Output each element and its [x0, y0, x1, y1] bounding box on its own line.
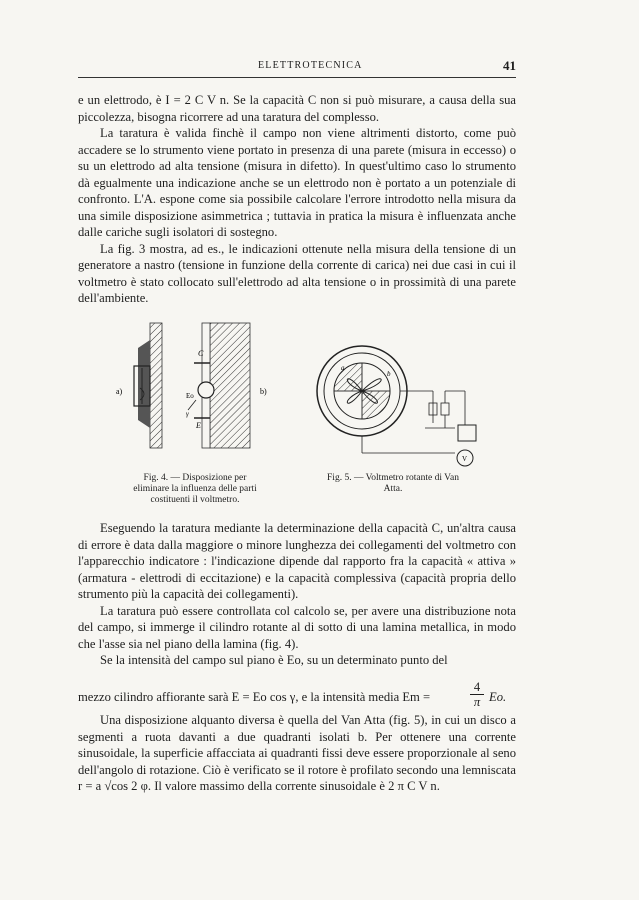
fraction: [470, 680, 484, 709]
fig5-label-v: V: [462, 455, 468, 463]
page-header: [78, 58, 516, 76]
figures-area: [110, 318, 500, 518]
paragraph: Una disposizione alquanto diversa è quella del Van Atta (fig. 5), in cui un disco a segmenti a ruota davanti a due quadranti isolati b. Per ottenere una corrente sinusoidale, la superficie affacciata ai quadranti fissi deve essere proporzionale al seno dell'angolo di rotazione. Ciò è verificato se il rotore è profilato secondo una lemniscata r = a √cos 2 φ. Il valore massimo della corrente sinusoidale è 2 π C V n.: [78, 713, 517, 793]
paragraph: La taratura è valida finchè il campo non viene altrimenti distorto, come può accadere se lo strumento viene portato in presenza di una parete (misura in eccesso) o su un elettrodo ad alta tensione (misura in difetto). In quest'ultimo caso lo strumento dà egualmente una indicazione anche se un elettrodo non è portato a un potenziale di confronto. L'A. espone come sia possibile calcolare l'errore introdotto nella misura da una simile disposizione asimmetrica ; tuttavia in pratica la misura è influenzata anche dalle cariche sugli isolatori di sostegno.: [78, 126, 516, 239]
equation-line: [78, 680, 516, 710]
fraction-denominator: π: [473, 695, 481, 709]
running-head: ELETTROTECNICA: [258, 60, 363, 71]
page-number: 41: [503, 58, 516, 73]
fig4-label-eo: Eo: [186, 392, 194, 400]
figure-5-drawing: [315, 328, 505, 478]
text-block-3: [78, 712, 516, 795]
paragraph: La fig. 3 mostra, ad es., le indicazioni ottenute nella misura della tensione di un generatore a nastro (tensione in funzione della corrente di carica) nei due casi in cui il voltmetro è stato collocato sull'elettrodo ad alta tensione o in prossimità di una parete dell'ambiente.: [78, 241, 516, 305]
figure-4-drawing: [110, 318, 280, 468]
fraction-numerator: 4: [470, 680, 484, 695]
fig4-label-e: E: [196, 421, 201, 430]
paragraph: e un elettrodo, è I = 2 C V n. Se la capacità C non si può misurare, a causa della sua piccolezza, bisogna ricorrere ad una taratura del complesso.: [78, 93, 516, 124]
fig4-label-c: C: [198, 349, 204, 358]
equation-lead: mezzo cilindro affiorante sarà E = Eo cos γ, e la intensità media Em =: [78, 690, 431, 704]
fig4-label-gamma: γ: [186, 410, 189, 418]
figure-5-caption: Fig. 5. — Voltmetro rotante di Van Atta.: [327, 473, 459, 494]
equation-tail: Eo.: [489, 690, 507, 704]
fig4-label-b: b): [260, 387, 267, 396]
figure-4-caption: Fig. 4. — Disposizione per eliminare la influenza delle parti costituenti il voltmetro.: [133, 473, 257, 505]
text-block-2: [78, 520, 516, 669]
fig4-label-a: a): [116, 387, 123, 396]
paragraph: Eseguendo la taratura mediante la determinazione della capacità C, un'altra causa di errore è data dalla maggiore o minore lunghezza dei collegamenti del voltmetro con l'apparecchio indicatore : l'indicazione dipende dal rapporto fra la capacità « attiva » (armatura - elettrodi di eccitazione) e la capacità complessiva (capacità propria dello strumento più la capacità dei collegamenti).: [78, 521, 516, 601]
fig5-label-b: b: [387, 370, 391, 378]
paragraph: Se la intensità del campo sul piano è Eo, su un determinato punto del: [100, 653, 448, 667]
header-rule: [78, 77, 516, 78]
fig5-label-a: a: [341, 364, 345, 372]
text-block-1: [78, 92, 516, 307]
paragraph: La taratura può essere controllata col calcolo se, per avere una distribuzione nota del campo, si immerge il cilindro rotante al di sotto di una lamina metallica, in modo che l'asse sia nel piano della lamina (fig. 4).: [78, 603, 516, 651]
